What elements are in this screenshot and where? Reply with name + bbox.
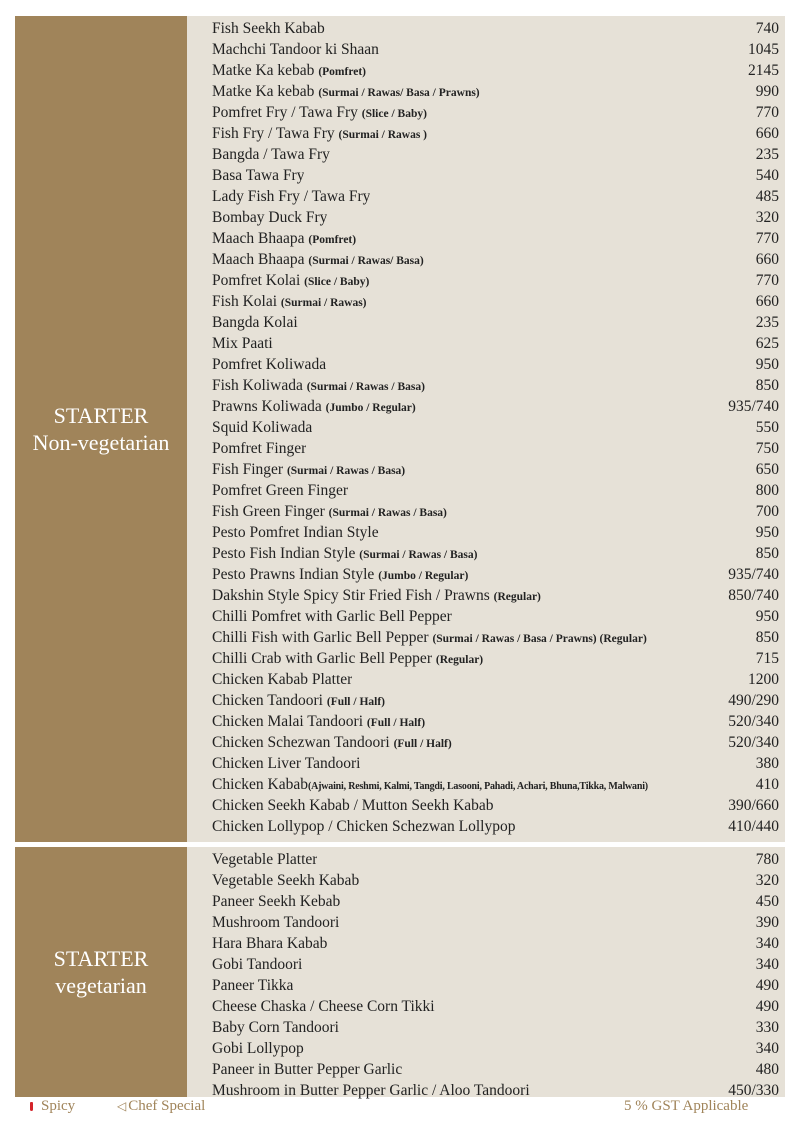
menu-item-name-wrap (212, 186, 370, 207)
menu-item (212, 291, 779, 312)
menu-item-name-wrap (212, 669, 352, 690)
menu-item-name-wrap (212, 816, 515, 837)
menu-item-price: 450 (755, 893, 779, 910)
menu-item-price: 490 (755, 977, 779, 994)
menu-item-price: 340 (755, 935, 779, 952)
menu-item (212, 18, 779, 39)
menu-item (212, 81, 779, 102)
menu-item-name: Matke Ka kebab (212, 62, 319, 79)
menu-item (212, 690, 779, 711)
menu-item-name-wrap (212, 753, 360, 774)
menu-item-price: 480 (755, 1061, 779, 1078)
menu-item-price: 935/740 (728, 566, 779, 583)
menu-item-note: (Surmai / Rawas) (280, 297, 367, 309)
menu-item (212, 774, 779, 795)
menu-item-price: 390 (755, 914, 779, 931)
menu-item-name-wrap (212, 606, 452, 627)
menu-item-price: 550 (755, 419, 779, 436)
menu-item-price: 700 (755, 503, 779, 520)
menu-item-name-wrap (212, 1017, 339, 1038)
menu-item-price: 850/740 (728, 587, 779, 604)
menu-item-name: Chicken Kabab Platter (212, 671, 353, 688)
menu-item-note: (Slice / Baby) (361, 108, 427, 120)
menu-item-name: Lady Fish Fry / Tawa Fry (212, 188, 371, 205)
menu-item-price: 950 (755, 608, 779, 625)
section-label-line2: vegetarian (55, 973, 147, 998)
menu-item (212, 417, 779, 438)
menu-item-price: 950 (755, 356, 779, 373)
menu-item-name: Maach Bhaapa (212, 251, 309, 268)
menu-item-name-wrap (212, 438, 306, 459)
menu-item (212, 459, 779, 480)
menu-item (212, 795, 779, 816)
menu-item-name: Pomfret Green Finger (212, 482, 349, 499)
menu-item-price: 650 (755, 461, 779, 478)
menu-item (212, 186, 779, 207)
menu-item-name: Chilli Pomfret with Garlic Bell Pepper (212, 608, 452, 625)
menu-item-name-wrap (212, 648, 483, 671)
menu-item (212, 123, 779, 144)
menu-item (212, 711, 779, 732)
menu-item (212, 1038, 779, 1059)
menu-item-name: Pesto Pomfret Indian Style (212, 524, 379, 541)
menu-item (212, 996, 779, 1017)
menu-item-name: Pesto Prawns Indian Style (212, 566, 379, 583)
section-nonveg-starters (15, 16, 785, 842)
menu-item-name-wrap (212, 912, 339, 933)
menu-item-price: 935/740 (728, 398, 779, 415)
section-label (15, 16, 187, 842)
menu-item (212, 102, 779, 123)
menu-item-name: Machchi Tandoor ki Shaan (212, 41, 379, 58)
menu-item-note: (Regular) (493, 591, 541, 603)
menu-item (212, 522, 779, 543)
menu-item-price: 660 (755, 293, 779, 310)
menu-item (212, 816, 779, 837)
menu-item (212, 891, 779, 912)
menu-item (212, 732, 779, 753)
menu-item (212, 627, 779, 648)
menu-item (212, 753, 779, 774)
menu-item-note: (Ajwaini, Reshmi, Kalmi, Tangdi, Lasooni, Pahadi, Achari, Bhuna,Tikka, Malwani) (307, 781, 648, 792)
menu-item-name-wrap (212, 60, 366, 83)
menu-item-name: Pomfret Kolai (212, 272, 305, 289)
menu-item-price: 330 (755, 1019, 779, 1036)
menu-item-price: 850 (755, 629, 779, 646)
menu-item-name-wrap (212, 1038, 304, 1059)
menu-item (212, 228, 779, 249)
menu-item (212, 249, 779, 270)
menu-item-name-wrap (212, 459, 405, 482)
menu-item-name: Chicken Lollypop / Chicken Schezwan Lollypop (212, 818, 516, 835)
legend-chef-label: Chef Special (128, 1098, 206, 1114)
menu-item-name-wrap (212, 81, 480, 104)
menu-item-price: 625 (755, 335, 779, 352)
menu-item (212, 375, 779, 396)
menu-item-name: Squid Koliwada (212, 419, 313, 436)
menu-item-name-wrap (212, 585, 541, 608)
menu-item (212, 975, 779, 996)
menu-item-name-wrap (212, 732, 452, 755)
menu-item-name: Basa Tawa Fry (212, 167, 305, 184)
menu-item (212, 870, 779, 891)
menu-item-note: (Surmai / Rawas / Basa) (306, 381, 425, 393)
menu-item-note: (Jumbo / Regular) (325, 402, 416, 414)
menu-item-name: Maach Bhaapa (212, 230, 309, 247)
menu-item-price: 235 (755, 314, 779, 331)
menu-item-name-wrap (212, 480, 348, 501)
menu-item (212, 501, 779, 522)
menu-item (212, 480, 779, 501)
menu-item-name: Chicken Liver Tandoori (212, 755, 361, 772)
menu-item (212, 648, 779, 669)
menu-item (212, 1017, 779, 1038)
menu-item-price: 780 (755, 851, 779, 868)
menu-item-name-wrap (212, 354, 326, 375)
menu-item-name: Fish Kolai (212, 293, 281, 310)
legend-spicy (30, 1098, 75, 1115)
menu-item-name-wrap (212, 543, 477, 566)
menu-item-name-wrap (212, 711, 425, 734)
menu-item-name: Prawns Koliwada (212, 398, 326, 415)
menu-item-name: Matke Ka kebab (212, 83, 319, 100)
menu-item-name: Hara Bhara Kabab (212, 935, 328, 952)
menu-item-name-wrap (212, 375, 425, 398)
menu-item-name: Chilli Fish with Garlic Bell Pepper (212, 629, 433, 646)
menu-item (212, 564, 779, 585)
menu-item (212, 270, 779, 291)
menu-item-name: Mix Paati (212, 335, 273, 352)
menu-item-price: 800 (755, 482, 779, 499)
menu-item-name-wrap (212, 627, 647, 650)
menu-item (212, 396, 779, 417)
menu-item-price: 490 (755, 998, 779, 1015)
menu-item-name: Gobi Tandoori (212, 956, 303, 973)
menu-item (212, 207, 779, 228)
menu-item-name-wrap (212, 417, 312, 438)
menu-item-note: (Surmai / Rawas / Basa / Prawns) (Regular) (432, 633, 647, 645)
menu-item (212, 312, 779, 333)
menu-item-name: Paneer Tikka (212, 977, 294, 994)
menu-item-price: 390/660 (728, 797, 779, 814)
menu-item-price: 485 (755, 188, 779, 205)
menu-item (212, 912, 779, 933)
menu-item-name: Paneer in Butter Pepper Garlic (212, 1061, 403, 1078)
menu-item-name: Fish Green Finger (212, 503, 329, 520)
section-label (15, 847, 187, 1097)
section-label-line1: STARTER (53, 403, 149, 428)
menu-item-price: 740 (755, 20, 779, 37)
menu-item-price: 850 (755, 545, 779, 562)
menu-item-price: 660 (755, 125, 779, 142)
menu-item-name-wrap (212, 312, 298, 333)
menu-item-name: Fish Seekh Kabab (212, 20, 325, 37)
menu-item-price: 410/440 (728, 818, 779, 835)
menu-items-list (187, 847, 785, 1097)
menu-item (212, 165, 779, 186)
menu-item-price: 320 (755, 209, 779, 226)
menu-item-name: Pomfret Koliwada (212, 356, 327, 373)
menu-item-name-wrap (212, 207, 327, 228)
menu-item-price: 540 (755, 167, 779, 184)
menu-item (212, 585, 779, 606)
menu-item (212, 144, 779, 165)
menu-item-note: (Surmai / Rawas / Basa) (286, 465, 406, 477)
menu-item (212, 543, 779, 564)
menu-item-note: (Surmai / Rawas / Basa) (359, 549, 478, 561)
menu-item-price: 750 (755, 440, 779, 457)
menu-item-name: Chicken Tandoori (212, 692, 327, 709)
menu-item (212, 354, 779, 375)
menu-item-name: Bangda Kolai (212, 314, 298, 331)
menu-item-name: Chicken Seekh Kabab / Mutton Seekh Kabab (212, 797, 494, 814)
menu-item-name-wrap (212, 228, 356, 251)
section-veg-starters (15, 847, 785, 1097)
menu-item-name-wrap (212, 954, 302, 975)
menu-item-name: Bombay Duck Fry (212, 209, 328, 226)
menu-item-name: Chicken Kabab (212, 776, 308, 793)
menu-item-note: (Slice / Baby) (304, 276, 370, 288)
menu-item-note: (Pomfret) (318, 66, 366, 78)
menu-item-price: 660 (755, 251, 779, 268)
menu-item-price: 715 (755, 650, 779, 667)
menu-item-price: 320 (755, 872, 779, 889)
menu-item-name-wrap (212, 123, 427, 146)
menu-item-note: (Surmai / Rawas ) (338, 129, 428, 141)
menu-item-name-wrap (212, 933, 327, 954)
menu-item-price: 1200 (748, 671, 779, 688)
menu-item-name: Fish Fry / Tawa Fry (212, 125, 339, 142)
menu-item-name: Pomfret Finger (212, 440, 307, 457)
menu-item-note: (Pomfret) (308, 234, 357, 246)
menu-item-price: 950 (755, 524, 779, 541)
menu-item-price: 770 (755, 272, 779, 289)
chef-hat-icon: ◁ (117, 1099, 127, 1113)
menu-item-note: (Full / Half) (393, 738, 452, 750)
section-label-line2: Non-vegetarian (32, 430, 170, 455)
menu-item (212, 438, 779, 459)
menu-item (212, 954, 779, 975)
menu-item-name: Gobi Lollypop (212, 1040, 304, 1057)
menu-item-name: Fish Finger (212, 461, 287, 478)
menu-item-price: 520/340 (728, 734, 779, 751)
menu-item-note: (Surmai / Rawas/ Basa) (308, 255, 424, 267)
menu-item (212, 1059, 779, 1080)
menu-item-price: 340 (755, 1040, 779, 1057)
menu-item (212, 333, 779, 354)
menu-item-price: 770 (755, 104, 779, 121)
menu-item-price: 410 (755, 776, 779, 793)
legend-chef-special (117, 1098, 205, 1115)
menu-item-price: 490/290 (728, 692, 779, 709)
menu-item-note: (Jumbo / Regular) (378, 570, 469, 582)
menu-item-name: Chilli Crab with Garlic Bell Pepper (212, 650, 436, 667)
legend-spicy-label: Spicy (41, 1098, 76, 1114)
menu-item-name: Vegetable Seekh Kabab (212, 872, 360, 889)
menu-item-name-wrap (212, 249, 424, 272)
menu-item (212, 669, 779, 690)
menu-item-name-wrap (212, 501, 447, 524)
menu-item-price: 2145 (748, 62, 779, 79)
menu-item-price: 340 (755, 956, 779, 973)
menu-item (212, 60, 779, 81)
menu-item-name: Fish Koliwada (212, 377, 307, 394)
menu-item-name-wrap (212, 291, 367, 314)
menu-item-name: Vegetable Platter (212, 851, 318, 868)
menu-item-price: 1045 (748, 41, 779, 58)
menu-item-price: 850 (755, 377, 779, 394)
menu-item-name-wrap (212, 690, 385, 713)
menu-item-name-wrap (212, 165, 304, 186)
menu-item-name-wrap (212, 795, 494, 816)
menu-item-price: 450/330 (728, 1082, 779, 1099)
menu-item-name-wrap (212, 333, 273, 354)
menu-item-price: 770 (755, 230, 779, 247)
menu-item-name-wrap (212, 144, 330, 165)
menu-item-name-wrap (212, 870, 359, 891)
menu-item-name: Chicken Malai Tandoori (212, 713, 367, 730)
menu-item (212, 606, 779, 627)
menu-item-note: (Regular) (435, 654, 484, 666)
menu-item-name-wrap (212, 891, 340, 912)
menu-items-list (187, 16, 785, 842)
menu-item-name-wrap (212, 774, 648, 797)
menu-item-name-wrap (212, 18, 325, 39)
menu-item-name: Paneer Seekh Kebab (212, 893, 341, 910)
menu-item (212, 933, 779, 954)
menu-item-price: 520/340 (728, 713, 779, 730)
menu-item-name: Chicken Schezwan Tandoori (212, 734, 394, 751)
menu-item-name: Pesto Fish Indian Style (212, 545, 360, 562)
menu-item-name-wrap (212, 102, 427, 125)
menu-item (212, 849, 779, 870)
menu-item-name: Baby Corn Tandoori (212, 1019, 339, 1036)
menu-item (212, 39, 779, 60)
menu-item-name: Pomfret Fry / Tawa Fry (212, 104, 362, 121)
menu-item-name-wrap (212, 522, 379, 543)
menu-item-name: Mushroom Tandoori (212, 914, 340, 931)
menu-item-note: (Surmai / Rawas/ Basa / Prawns) (318, 87, 480, 99)
menu-item-note: (Full / Half) (326, 696, 385, 708)
menu-item-name-wrap (212, 396, 416, 419)
menu-item-price: 990 (755, 83, 779, 100)
menu-item-name: Cheese Chaska / Cheese Corn Tikki (212, 998, 435, 1015)
menu-item-name-wrap (212, 849, 317, 870)
menu-item-name: Mushroom in Butter Pepper Garlic / Aloo Tandoori (212, 1082, 530, 1099)
menu-item-name-wrap (212, 975, 293, 996)
menu-item-price: 380 (755, 755, 779, 772)
menu-item-note: (Surmai / Rawas / Basa) (328, 507, 447, 519)
menu-item-name-wrap (212, 564, 468, 587)
chili-icon (30, 1102, 33, 1111)
section-label-line1: STARTER (53, 946, 149, 971)
menu-item-name-wrap (212, 39, 379, 60)
menu-item-note: (Full / Half) (366, 717, 426, 729)
menu-item-price: 235 (755, 146, 779, 163)
legend (0, 1097, 793, 1119)
menu-item-name: Bangda / Tawa Fry (212, 146, 330, 163)
gst-note: 5 % GST Applicable (624, 1098, 749, 1114)
menu-item-name: Dakshin Style Spicy Stir Fried Fish / Prawns (212, 587, 494, 604)
menu-item-name-wrap (212, 270, 369, 293)
menu-item-name-wrap (212, 996, 435, 1017)
menu-item-name-wrap (212, 1059, 402, 1080)
